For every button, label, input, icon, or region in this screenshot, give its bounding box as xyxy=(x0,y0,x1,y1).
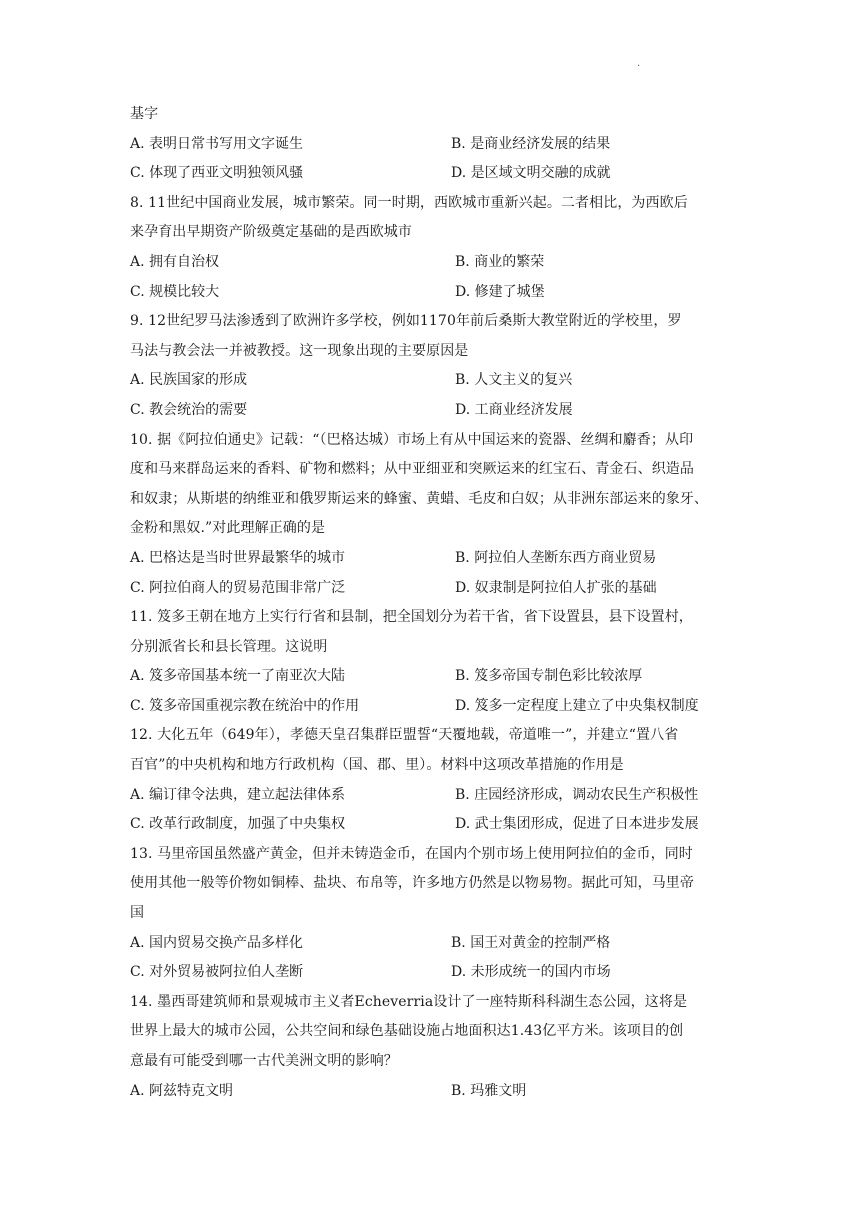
q9-option-a: A. 民族国家的形成 xyxy=(130,372,248,389)
q8-option-c: C. 规模比较大 xyxy=(130,283,220,300)
q11-option-b: B. 笈多帝国专制色彩比较浓厚 xyxy=(455,668,643,685)
q13-options-row-2 xyxy=(130,958,730,988)
q10-option-c: C. 阿拉伯商人的贸易范围非常广泛 xyxy=(130,579,346,596)
q13-option-b: B. 国王对黄金的控制严格 xyxy=(451,934,611,951)
q12-options-row-1 xyxy=(130,781,730,811)
q7-tail: 基字 xyxy=(130,106,159,122)
q11-option-c: C. 笈多帝国重视宗教在统治中的作用 xyxy=(130,697,360,714)
q11-stem-line-2: 分别派省长和县长管理。这说明 xyxy=(130,638,328,655)
q12-option-a: A. 编订律令法典，建立起法律体系 xyxy=(130,786,346,803)
q8-stem-line-1: 8. 11世纪中国商业发展，城市繁荣。同一时期，西欧城市重新兴起。二者相比，为西欧后 xyxy=(130,194,688,211)
q11-options-row-1 xyxy=(130,662,730,692)
q14-stem-line-2: 世界上最大的城市公园，公共空间和绿色基础设施占地面积达1.43亿平方米。该项目的创 xyxy=(130,1023,684,1040)
q13-option-a: A. 国内贸易交换产品多样化 xyxy=(130,934,304,951)
q10-stem-line-4: 金粉和黑奴.”对此理解正确的是 xyxy=(130,520,326,537)
q13-option-c: C. 对外贸易被阿拉伯人垄断 xyxy=(130,964,304,981)
q9-options-row-2 xyxy=(130,396,730,426)
q13-option-d: D. 未形成统一的国内市场 xyxy=(451,964,611,981)
q14-stem-line-3: 意最有可能受到哪一古代美洲文明的影响？ xyxy=(130,1053,398,1069)
q10-stem-line-3: 和奴隶；从斯堪的纳维亚和俄罗斯运来的蜂蜜、黄蜡、毛皮和白奴；从非洲东部运来的象牙、 xyxy=(130,490,709,507)
q12-option-d: D. 武士集团形成，促进了日本进步发展 xyxy=(455,816,699,833)
q9-options-row-1 xyxy=(130,366,730,396)
q10-options-row-2 xyxy=(130,574,730,604)
q12-option-c: C. 改革行政制度，加强了中央集权 xyxy=(130,816,346,833)
q10-option-d: D. 奴隶制是阿拉伯人扩张的基础 xyxy=(455,579,657,596)
q9-stem-line-2: 马法与教会法一并被教授。这一现象出现的主要原因是 xyxy=(130,342,469,359)
q11-option-d: D. 笈多一定程度上建立了中央集权制度 xyxy=(455,697,699,714)
q12-options-row-2 xyxy=(130,810,730,840)
q9-option-c: C. 教会统治的需要 xyxy=(130,401,248,418)
q12-option-b: B. 庄园经济形成，调动农民生产积极性 xyxy=(455,786,699,803)
q8-option-b: B. 商业的繁荣 xyxy=(455,253,545,270)
q13-stem-line-2: 使用其他一般等价物如铜棒、盐块、布帛等，许多地方仍然是以物易物。据此可知，马里帝 xyxy=(130,875,694,892)
q14-option-b: B. 玛雅文明 xyxy=(451,1082,527,1099)
q14-stem-line-1: 14. 墨西哥建筑师和景观城市主义者Echeverria设计了一座特斯科科湖生态公园，这将是 xyxy=(130,993,688,1010)
q10-stem-line-2: 度和马来群岛运来的香料、矿物和燃料；从中亚细亚和突厥运来的红宝石、青金石、织造品 xyxy=(130,461,694,478)
q8-options-row-1 xyxy=(130,248,730,278)
q9-option-d: D. 工商业经济发展 xyxy=(455,401,573,418)
q11-options-row-2 xyxy=(130,692,730,722)
q10-option-b: B. 阿拉伯人垄断东西方商业贸易 xyxy=(455,549,657,566)
q7-option-d: D. 是区域文明交融的成就 xyxy=(451,165,611,182)
q11-option-a: A. 笈多帝国基本统一了南亚次大陆 xyxy=(130,668,346,685)
q10-options-row-1 xyxy=(130,544,730,574)
q7-option-a: A. 表明日常书写用文字诞生 xyxy=(130,135,304,152)
exam-page xyxy=(130,100,730,1106)
q8-stem-line-2: 来孕育出早期资产阶级奠定基础的是西欧城市 xyxy=(130,224,412,241)
q7-options-row-2 xyxy=(130,159,730,189)
q14-options-row-1 xyxy=(130,1077,730,1107)
q9-option-b: B. 人文主义的复兴 xyxy=(455,372,573,389)
q9-stem-line-1: 9. 12世纪罗马法渗透到了欧洲许多学校，例如1170年前后桑斯大教堂附近的学校里，罗 xyxy=(130,313,682,330)
q14-option-a: A. 阿兹特克文明 xyxy=(130,1082,234,1099)
q13-stem-line-1: 13. 马里帝国虽然盛产黄金，但并未铸造金币，在国内个别市场上使用阿拉伯的金币，同时 xyxy=(130,845,693,862)
q8-option-d: D. 修建了城堡 xyxy=(455,283,545,300)
q13-options-row-1 xyxy=(130,929,730,959)
q8-option-a: A. 拥有自治权 xyxy=(130,253,220,270)
q12-stem-line-2: 百官”的中央机构和地方行政机构（国、郡、里）。材料中这项改革措施的作用是 xyxy=(130,757,624,774)
q11-stem-line-1: 11. 笈多王朝在地方上实行行省和县制，把全国划分为若干省，省下设置县，县下设置村， xyxy=(130,609,693,626)
q7-option-c: C. 体现了西亚文明独领风骚 xyxy=(130,165,304,182)
q7-option-b: B. 是商业经济发展的结果 xyxy=(451,135,611,152)
q13-stem-line-3: 国 xyxy=(130,905,145,922)
q12-stem-line-1: 12. 大化五年（649年），孝德天皇召集群臣盟誓“天覆地载，帝道唯一”，并建立“置八省 xyxy=(130,727,679,744)
q10-stem-line-1: 10. 据《阿拉伯通史》记载：“（巴格达城）市场上有从中国运来的瓷器、丝绸和麝香；从印 xyxy=(130,431,694,448)
header-mark: . xyxy=(637,58,641,69)
q10-option-a: A. 巴格达是当时世界最繁华的城市 xyxy=(130,549,346,566)
q7-options-row-1 xyxy=(130,130,730,160)
q8-options-row-2 xyxy=(130,278,730,308)
